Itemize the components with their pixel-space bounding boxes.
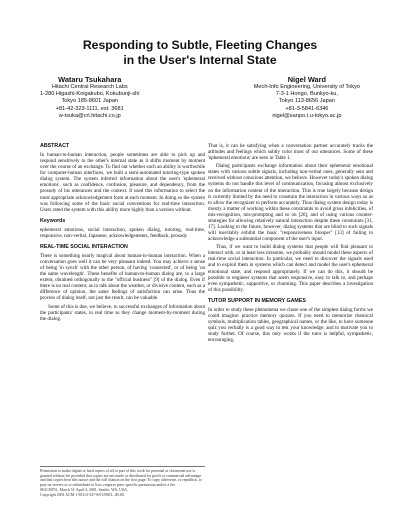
- author-name: Nigel Ward: [287, 75, 327, 84]
- author-email: nigel@sanpo.t.u-tokyo.ac.jp: [272, 112, 342, 119]
- paragraph: Dialog participants exchange information about their ephemeral emotional states with various subtle signals, including non-verbal ones, generally sent and received without conscious attention, we believe. However today's spoken dialog systems do not handle this level of communication, focusing almost exclusively on the information content of the interaction. This is true largely because design is currently limited by the need to constrain the interaction in various ways so as to allow the recognizer to perform accurately. Thus dialog system design today is mostly a matter of working within these constraints to avoid gross infelicities, of mis-recognition, mis-prompting and so on [26], and of using various counter-strategies for allowing relatively natural interaction despite these constraints [31, 17]. Looking to the future, however, dialog systems that are blind to such signals will inevitably exhibit the basic "responsiveness blooper" [13] of failing to acknowledge a substantial component of the user's input.: [208, 163, 373, 243]
- keywords-heading: Keywords: [40, 217, 66, 224]
- author-city: Tokyo 185-8601 Japan: [61, 98, 119, 105]
- author-1: [40, 75, 140, 120]
- permission-text: Permission to make digital or hard copies of all or part of this work for personal or classroom use is granted without fee provided that copies are not made or distributed for profit or commercial advantage and that copies bear this notice and the full citation on the first page. To copy otherwise, or republish, to post on servers or to redistribute to lists, requires prior specific permission and/or a fee.: [40, 469, 202, 488]
- left-column: [40, 143, 205, 324]
- paragraph: Some of this is due, we believe, to successful exchanges of information about the participants' states, in real time as they change moment-by-moment during the dialog.: [40, 303, 205, 322]
- title-line-1: Responding to Subtle, Fleeting Changes: [82, 38, 318, 52]
- author-phone: +81-3-5841-6346: [285, 105, 329, 112]
- author-address: 7-3-1 Hongo, Bunkyo-ku,: [275, 91, 338, 98]
- author-email: w-tsuka@crl.hitachi.co.jp: [58, 112, 121, 119]
- author-block: [40, 75, 360, 120]
- abstract-text: In human-to-human interaction, people sometimes are able to pick up and respond sensitively to the other's internal state as it shifts moment by moment over the course of an exchange. To find out whether such an ability is worthwhile for computer-human interfaces, we built a semi-automated tutoring-type spoken dialog system. The system inferred information about the user's 'ephemeral emotions', such as confidence, confusion, pleasure, and dependency, from the prosody of his utterances and the context. It used this information to select the most appropriate acknowledgement form at each moment. In doing so the system was following some of the basic social conventions for real-time interaction. Users rated the system with this ability more highly than a version without.: [40, 152, 205, 213]
- author-city: Tokyo 113-8656 Japan: [278, 98, 335, 105]
- author-address: 1-280 Higashi-Koigakubo, Kokubunji-shi: [40, 91, 140, 98]
- keywords-text: ephemeral emotions, social interaction, spoken dialog, tutoring, real-time, responsive, non-verbal, Japanese, acknowledgements, feedback, prosody: [40, 226, 205, 239]
- author-affiliation: Mech-Info Engineering, University of Tokyo: [253, 84, 360, 90]
- conference-line: SIGCHI'01, March 31-April 4, 2001, Seattle, WA, USA.: [40, 487, 128, 492]
- permission-notice: [40, 466, 205, 497]
- author-name: Wataru Tsukahara: [58, 75, 122, 84]
- title-line-2: in the User's Internal State: [123, 53, 277, 67]
- author-phone: +81-42-323-1111, ext. 3681: [55, 105, 124, 112]
- copyright-line: Copyright 2001 ACM 1-58113-327-8/01/0003...$5.00.: [40, 492, 125, 497]
- paragraph: In order to study these phenomena we chose one of the simplest dialog forms we could imagine: practice memory quizzes. If you need to memorize chemical symbols, multiplication tables, geographical names, or the like, to have someone quiz you verbally is a good way to test your knowledge, and to motivate you to study further. Of course, this only works if the tutor is helpful, sympathetic, encouraging,: [208, 306, 373, 344]
- paragraph: Thus, if we want to build dialog systems that people will find pleasant to interact with, or at least less tiresome, we probably should model these aspects of real-time social interaction. In particular, we need to discover the signals used and to exploit them in systems which can detect and model the user's ephemeral emotional state, and respond appropriately. If we can do this, it should be possible to engineer systems that seem responsive, easy to talk to, and perhaps even sympathetic, supportive, or charming. This paper describes a investigation of this possibility.: [208, 244, 373, 293]
- author-affiliation: Hitachi Central Research Labs: [51, 84, 128, 90]
- author-2: [254, 75, 360, 120]
- right-column: [208, 143, 373, 345]
- paragraph: There is something nearly magical about human-to-human interaction. When a conversation goes well it can be very pleasant indeed. You may achieve a sense of being 'in synch' with the other person, of having 'connected', or of being 'on the same wavelength'. These benefits of human-to-human dialog are, to a large extent, obtained orthogonally to the "official business" [9] of the dialog. Even if there is no real content, as in talk about the weather, or divisive content, such as a difference of opinion, the same feelings of satisfaction can arise. Thus the process of dialog itself, not just the result, can be valuable.: [40, 252, 205, 302]
- abstract-heading: ABSTRACT: [40, 143, 70, 149]
- section-heading-social-interaction: REAL-TIME SOCIAL INTERACTION: [40, 243, 128, 250]
- paragraph: That is, it can be satisfying when a conversation partner accurately tracks the attitudes and feelings which subtly color most of our utterances. Some of these 'ephemeral emotions' are seen in Table 1.: [208, 143, 373, 162]
- section-heading-tutor-support: TUTOR SUPPORT IN MEMORY GAMES: [208, 297, 306, 304]
- paper-title: [0, 38, 400, 68]
